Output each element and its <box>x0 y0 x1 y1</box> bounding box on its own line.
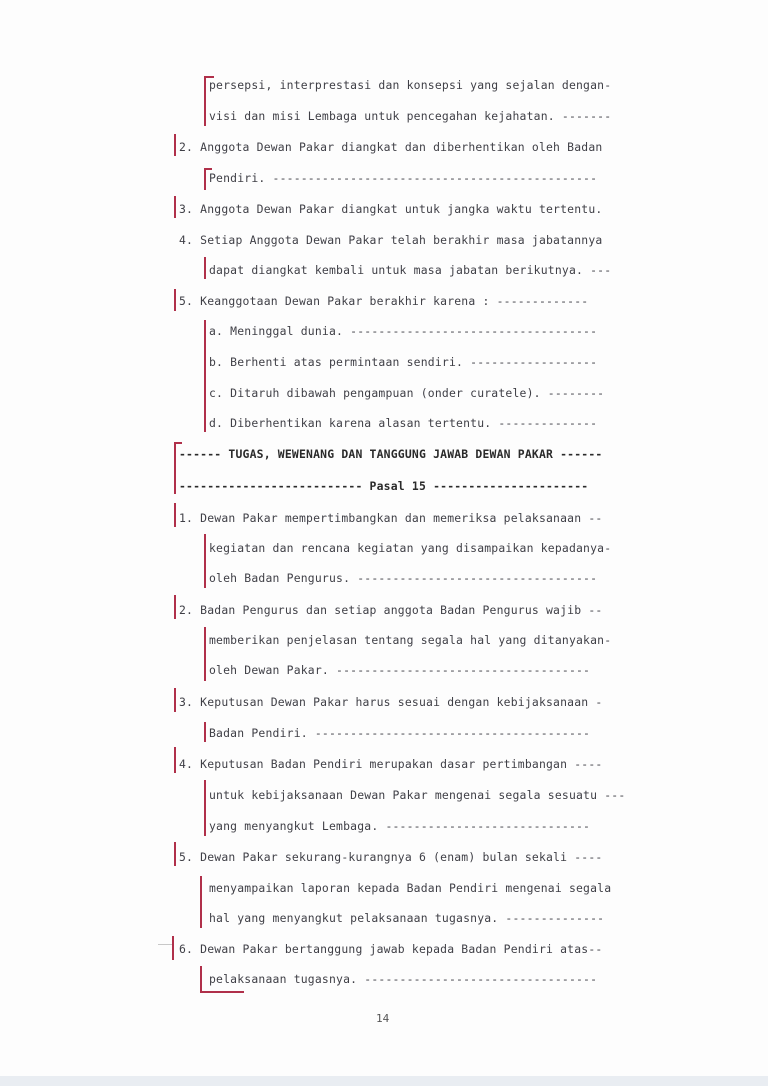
margin-bracket <box>174 442 176 494</box>
margin-bracket <box>200 991 244 993</box>
margin-bracket <box>204 780 206 836</box>
text-line: 3. Anggota Dewan Pakar diangkat untuk jangka waktu tertentu. <box>179 202 603 216</box>
text-line: 3. Keputusan Dewan Pakar harus sesuai dengan kebijaksanaan - <box>179 695 603 709</box>
text-line: yang menyangkut Lembaga. ----------------------------- <box>209 819 591 833</box>
text-line: 5. Dewan Pakar sekurang-kurangnya 6 (enam) bulan sekali ---- <box>179 850 603 864</box>
margin-bracket <box>204 320 206 432</box>
text-line: kegiatan dan rencana kegiatan yang disampaikan kepadanya- <box>209 541 612 555</box>
text-line: untuk kebijaksanaan Dewan Pakar mengenai segala sesuatu --- <box>209 788 626 802</box>
text-line: visi dan misi Lembaga untuk pencegahan kejahatan. ------- <box>209 109 612 123</box>
text-line: hal yang menyangkut pelaksanaan tugasnya. -------------- <box>209 911 605 925</box>
margin-bracket <box>158 944 172 945</box>
margin-bracket <box>174 503 176 527</box>
text-line: 1. Dewan Pakar mempertimbangkan dan memeriksa pelaksanaan -- <box>179 511 603 525</box>
text-line: Badan Pendiri. --------------------------------------- <box>209 726 591 740</box>
text-line: 4. Setiap Anggota Dewan Pakar telah berakhir masa jabatannya <box>179 233 603 247</box>
text-line: 4. Keputusan Badan Pendiri merupakan dasar pertimbangan ---- <box>179 757 603 771</box>
margin-bracket <box>204 168 206 190</box>
section-heading: ------ TUGAS, WEWENANG DAN TANGGUNG JAWAB DEWAN PAKAR ------ <box>179 447 603 461</box>
margin-bracket <box>174 595 176 619</box>
text-line: pelaksanaan tugasnya. --------------------------------- <box>209 972 598 986</box>
text-line: memberikan penjelasan tentang segala hal yang ditanyakan- <box>209 633 612 647</box>
margin-bracket <box>172 936 174 960</box>
text-line: oleh Badan Pengurus. ---------------------------------- <box>209 571 598 585</box>
margin-bracket <box>200 876 202 928</box>
text-line: 2. Badan Pengurus dan setiap anggota Badan Pengurus wajib -- <box>179 603 603 617</box>
text-line: c. Ditaruh dibawah pengampuan (onder curatele). -------- <box>209 386 605 400</box>
text-line: 5. Keanggotaan Dewan Pakar berakhir karena : ------------- <box>179 294 589 308</box>
margin-bracket <box>174 196 176 218</box>
margin-bracket <box>204 627 206 681</box>
text-line: persepsi, interprestasi dan konsepsi yang sejalan dengan- <box>209 78 612 92</box>
text-line: Pendiri. ---------------------------------------------- <box>209 171 598 185</box>
margin-bracket <box>174 842 176 866</box>
text-line: d. Diberhentikan karena alasan tertentu. -------------- <box>209 416 598 430</box>
text-line: menyampaikan laporan kepada Badan Pendiri mengenai segala <box>209 881 612 895</box>
margin-bracket <box>204 76 214 78</box>
margin-bracket <box>204 257 206 279</box>
text-line: 6. Dewan Pakar bertanggung jawab kepada Badan Pendiri atas-- <box>179 942 603 956</box>
margin-bracket <box>174 134 176 156</box>
text-line: 2. Anggota Dewan Pakar diangkat dan diberhentikan oleh Badan <box>179 140 603 154</box>
margin-bracket <box>204 722 206 742</box>
page-number: 14 <box>376 1012 390 1025</box>
margin-bracket <box>174 747 176 773</box>
margin-bracket <box>200 966 202 992</box>
margin-bracket <box>204 76 206 126</box>
article-heading: -------------------------- Pasal 15 ---------------------- <box>179 479 589 493</box>
margin-bracket <box>204 168 212 170</box>
text-line: b. Berhenti atas permintaan sendiri. ------------------ <box>209 355 598 369</box>
margin-bracket <box>174 442 182 444</box>
margin-bracket <box>174 688 176 712</box>
bottom-edge <box>0 1076 768 1086</box>
margin-bracket <box>204 534 206 588</box>
text-line: dapat diangkat kembali untuk masa jabatan berikutnya. --- <box>209 263 612 277</box>
margin-bracket <box>174 289 176 311</box>
text-line: oleh Dewan Pakar. ------------------------------------ <box>209 663 591 677</box>
text-line: a. Meninggal dunia. ----------------------------------- <box>209 324 598 338</box>
